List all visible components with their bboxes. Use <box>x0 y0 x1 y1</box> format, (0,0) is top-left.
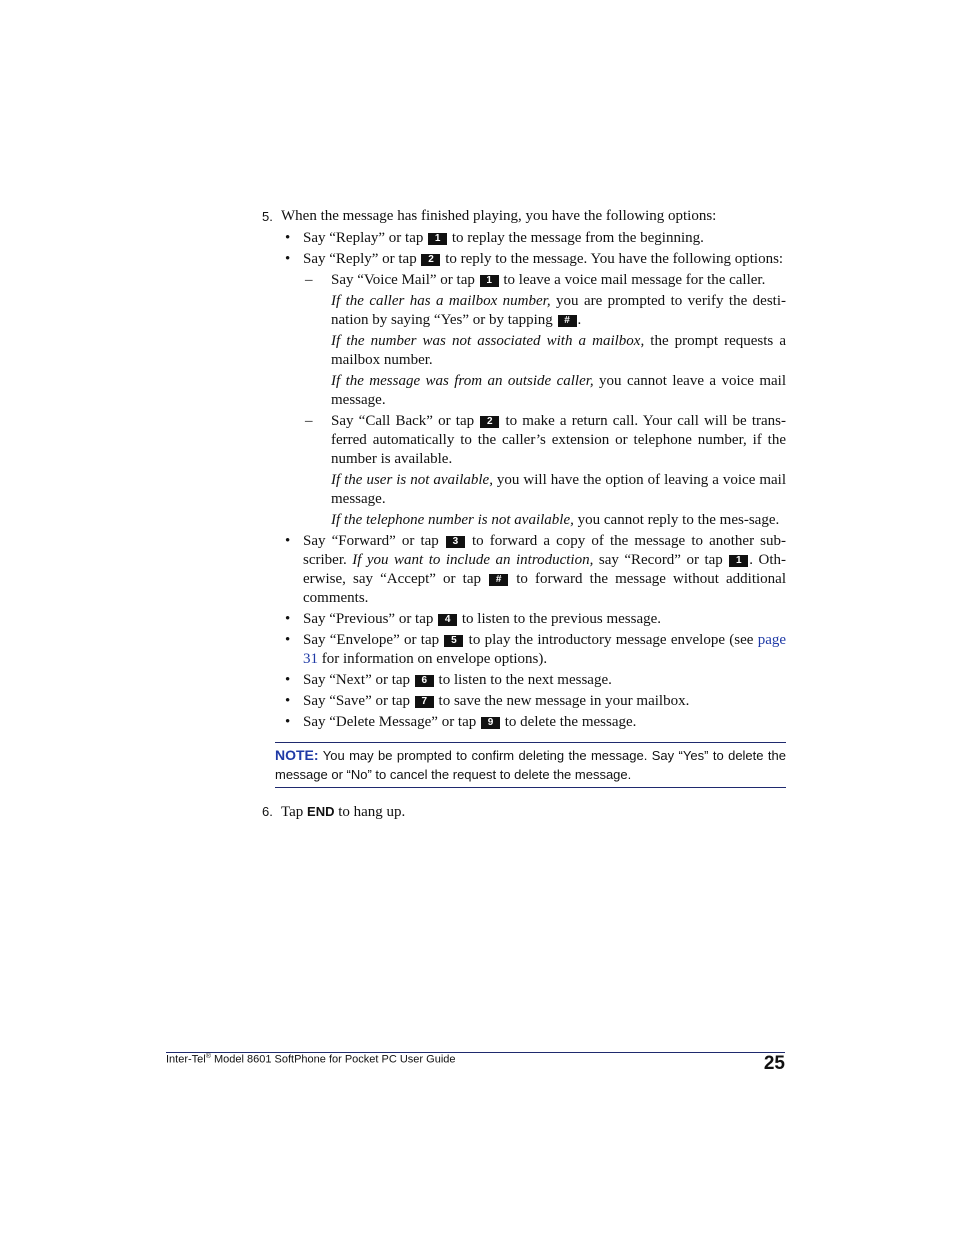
key-1-icon: 1 <box>428 233 447 245</box>
page-31-link[interactable]: page 31 <box>303 632 787 667</box>
option-envelope: • Say “Envelope” or tap 5 to play the introductory message envelope (see page 31 for information on envelope options). <box>303 631 786 669</box>
step-number: 5. <box>262 209 273 224</box>
step-6 <box>262 802 786 822</box>
note-box <box>275 742 786 788</box>
suboption-call-back: – Say “Call Back” or tap 2 to make a return call. Your call will be trans-ferred automatically to the caller’s extension or telephone number, if the number is available. If the user is not available, you will have the option of leaving a voice mail message. If the telephone number is not available, you cannot reply to the mes-sage. <box>331 412 786 530</box>
step-intro: When the message has finished playing, you have the following options: <box>281 208 717 224</box>
key-2-icon: 2 <box>480 416 499 428</box>
option-save: • Say “Save” or tap 7 to save the new message in your mailbox. <box>303 692 786 711</box>
option-forward: • Say “Forward” or tap 3 to forward a copy of the message to another sub-scriber. If you want to include an introduction, say “Record” or tap 1 . Oth-erwise, say “Accept” or tap # to forward the message without additional comments. <box>303 532 786 608</box>
key-9-icon: 9 <box>481 717 500 729</box>
option-delete: • Say “Delete Message” or tap 9 to delete the message. <box>303 713 786 732</box>
option-reply: • Say “Reply” or tap 2 to reply to the message. You have the following options: – Say “Voice Mail” or tap 1 to leave a voice mail message for the caller. If the caller has a mailbox number, you are prompted to verify the desti-nation by saying “Yes” or by tapping # . If the number was not associated with a mailbox, the prompt requests a mailbox number. If the message was from an outside caller, you cannot leave a voice mail message. – Say “Call Back” or tap 2 to make a return call. Your call will be trans-ferred automatically to the caller’s extension or telephone number, if the number is available. If the user is not available, you will have the option of leaving a voice mail message. If the telephone number is not available, you cannot reply to the mes-sage. <box>303 250 786 530</box>
key-5-icon: 5 <box>444 635 463 647</box>
footer-title: Inter-Tel® Model 8601 SoftPhone for Pocket PC User Guide <box>166 1053 456 1066</box>
end-key-label: END <box>307 804 335 819</box>
key-1-icon: 1 <box>480 275 499 287</box>
reply-suboptions <box>331 271 786 530</box>
voicemail-mailbox-para: If the caller has a mailbox number, you are prompted to verify the desti-nation by saying “Yes” or by tapping # . <box>331 293 786 328</box>
callback-unavailable-para: If the user is not available, you will have the option of leaving a voice mail message. <box>331 472 786 507</box>
step-5 <box>262 207 786 226</box>
page-footer <box>166 1052 785 1074</box>
page-content <box>262 207 786 825</box>
step-6-text: Tap END to hang up. <box>281 804 406 820</box>
key-hash-icon: # <box>489 574 508 586</box>
key-2-icon: 2 <box>421 254 440 266</box>
option-replay: • Say “Replay” or tap 1 to replay the message from the beginning. <box>303 229 786 248</box>
voicemail-outside-para: If the message was from an outside caller, you cannot leave a voice mail message. <box>331 373 786 408</box>
key-4-icon: 4 <box>438 614 457 626</box>
key-1-icon: 1 <box>729 555 748 567</box>
voicemail-no-mailbox-para: If the number was not associated with a mailbox, the prompt requests a mailbox number. <box>331 333 786 368</box>
option-previous: • Say “Previous” or tap 4 to listen to the previous message. <box>303 610 786 629</box>
key-3-icon: 3 <box>446 536 465 548</box>
callback-no-number-para: If the telephone number is not available, you cannot reply to the mes-sage. <box>331 512 780 528</box>
page-number: 25 <box>763 1053 785 1074</box>
note-text: You may be prompted to confirm deleting the message. Say “Yes” to delete the message or “No” to cancel the request to delete the message. <box>275 748 786 782</box>
option-next: • Say “Next” or tap 6 to listen to the next message. <box>303 671 786 690</box>
options-list <box>303 229 786 732</box>
note-label: NOTE: <box>275 747 319 763</box>
key-6-icon: 6 <box>415 675 434 687</box>
key-hash-icon: # <box>558 315 577 327</box>
step-number: 6. <box>262 804 273 819</box>
key-7-icon: 7 <box>415 696 434 708</box>
suboption-voice-mail: – Say “Voice Mail” or tap 1 to leave a voice mail message for the caller. If the caller has a mailbox number, you are prompted to verify the desti-nation by saying “Yes” or by tapping # . If the number was not associated with a mailbox, the prompt requests a mailbox number. If the message was from an outside caller, you cannot leave a voice mail message. <box>331 271 786 410</box>
